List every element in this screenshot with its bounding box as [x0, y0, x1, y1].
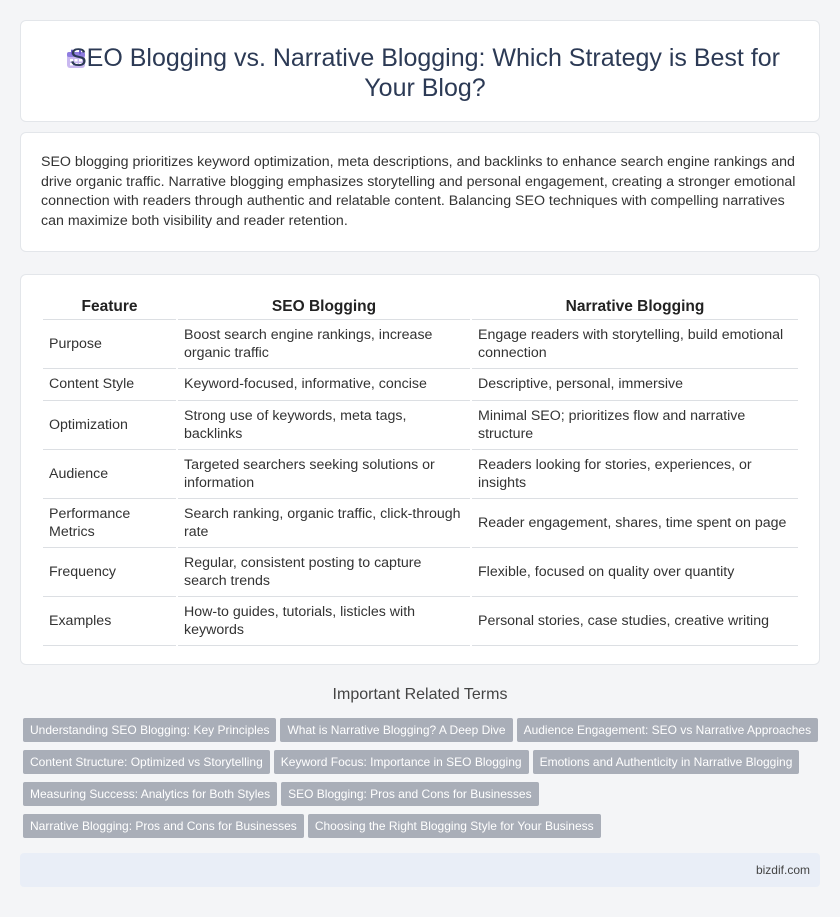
- row-feature: Frequency: [43, 547, 177, 596]
- table-row: [43, 319, 798, 368]
- table-row: [43, 547, 798, 596]
- related-term-tag[interactable]: Choosing the Right Blogging Style for Your Business: [308, 814, 601, 838]
- comparison-table: [43, 295, 798, 646]
- row-seo: Search ranking, organic traffic, click-through rate: [177, 498, 471, 547]
- header-card: [20, 20, 820, 122]
- row-feature: Audience: [43, 449, 177, 498]
- related-terms-title: Important Related Terms: [332, 686, 508, 703]
- row-seo: Boost search engine rankings, increase organic traffic: [177, 319, 471, 368]
- footer: [20, 853, 820, 887]
- related-term-tag[interactable]: Understanding SEO Blogging: Key Principles: [23, 718, 276, 742]
- row-narrative: Minimal SEO; prioritizes flow and narrative structure: [471, 400, 798, 449]
- intro-paragraph: SEO blogging prioritizes keyword optimization, meta descriptions, and backlinks to enhance search engine rankings and drive organic traffic. Narrative blogging emphasizes storytelling and personal engagement, creating a stronger emotional connection with readers through authentic and relatable content. Balancing SEO techniques with compelling narratives can maximize both visibility and reader retention.: [41, 154, 796, 229]
- related-term-tag[interactable]: Keyword Focus: Importance in SEO Blogging: [274, 750, 529, 774]
- header-feature: Feature: [43, 295, 177, 319]
- table-row: [43, 449, 798, 498]
- table-row: [43, 400, 798, 449]
- row-seo: Targeted searchers seeking solutions or information: [177, 449, 471, 498]
- row-seo: Keyword-focused, informative, concise: [177, 368, 471, 400]
- related-term-tag[interactable]: SEO Blogging: Pros and Cons for Businesses: [281, 782, 538, 806]
- comparison-card: [20, 274, 820, 665]
- row-seo: How-to guides, tutorials, listicles with keywords: [177, 596, 471, 645]
- related-term-tag[interactable]: Audience Engagement: SEO vs Narrative Approaches: [517, 718, 819, 742]
- row-feature: Optimization: [43, 400, 177, 449]
- row-narrative: Descriptive, personal, immersive: [471, 368, 798, 400]
- footer-brand[interactable]: bizdif.com: [755, 863, 810, 877]
- table-row: [43, 368, 798, 400]
- row-feature: Examples: [43, 596, 177, 645]
- related-terms-list: [23, 718, 823, 846]
- header-seo: SEO Blogging: [177, 295, 471, 319]
- row-narrative: Reader engagement, shares, time spent on page: [471, 498, 798, 547]
- related-term-tag[interactable]: Narrative Blogging: Pros and Cons for Businesses: [23, 814, 304, 838]
- row-feature: Content Style: [43, 368, 177, 400]
- related-term-tag[interactable]: Content Structure: Optimized vs Storytelling: [23, 750, 270, 774]
- page-title: SEO Blogging vs. Narrative Blogging: Which Strategy is Best for Your Blog?: [69, 44, 781, 102]
- row-seo: Strong use of keywords, meta tags, backlinks: [177, 400, 471, 449]
- header-narrative: Narrative Blogging: [471, 295, 798, 319]
- row-feature: Performance Metrics: [43, 498, 177, 547]
- related-term-tag[interactable]: Measuring Success: Analytics for Both Styles: [23, 782, 277, 806]
- row-feature: Purpose: [43, 319, 177, 368]
- row-narrative: Readers looking for stories, experiences, or insights: [471, 449, 798, 498]
- row-narrative: Engage readers with storytelling, build emotional connection: [471, 319, 798, 368]
- related-term-tag[interactable]: What is Narrative Blogging? A Deep Dive: [280, 718, 512, 742]
- related-term-tag[interactable]: Emotions and Authenticity in Narrative Blogging: [533, 750, 800, 774]
- table-header-row: [43, 295, 798, 319]
- table-row: [43, 596, 798, 645]
- row-narrative: Personal stories, case studies, creative writing: [471, 596, 798, 645]
- intro-card: [20, 132, 820, 252]
- row-narrative: Flexible, focused on quality over quantity: [471, 547, 798, 596]
- row-seo: Regular, consistent posting to capture search trends: [177, 547, 471, 596]
- table-row: [43, 498, 798, 547]
